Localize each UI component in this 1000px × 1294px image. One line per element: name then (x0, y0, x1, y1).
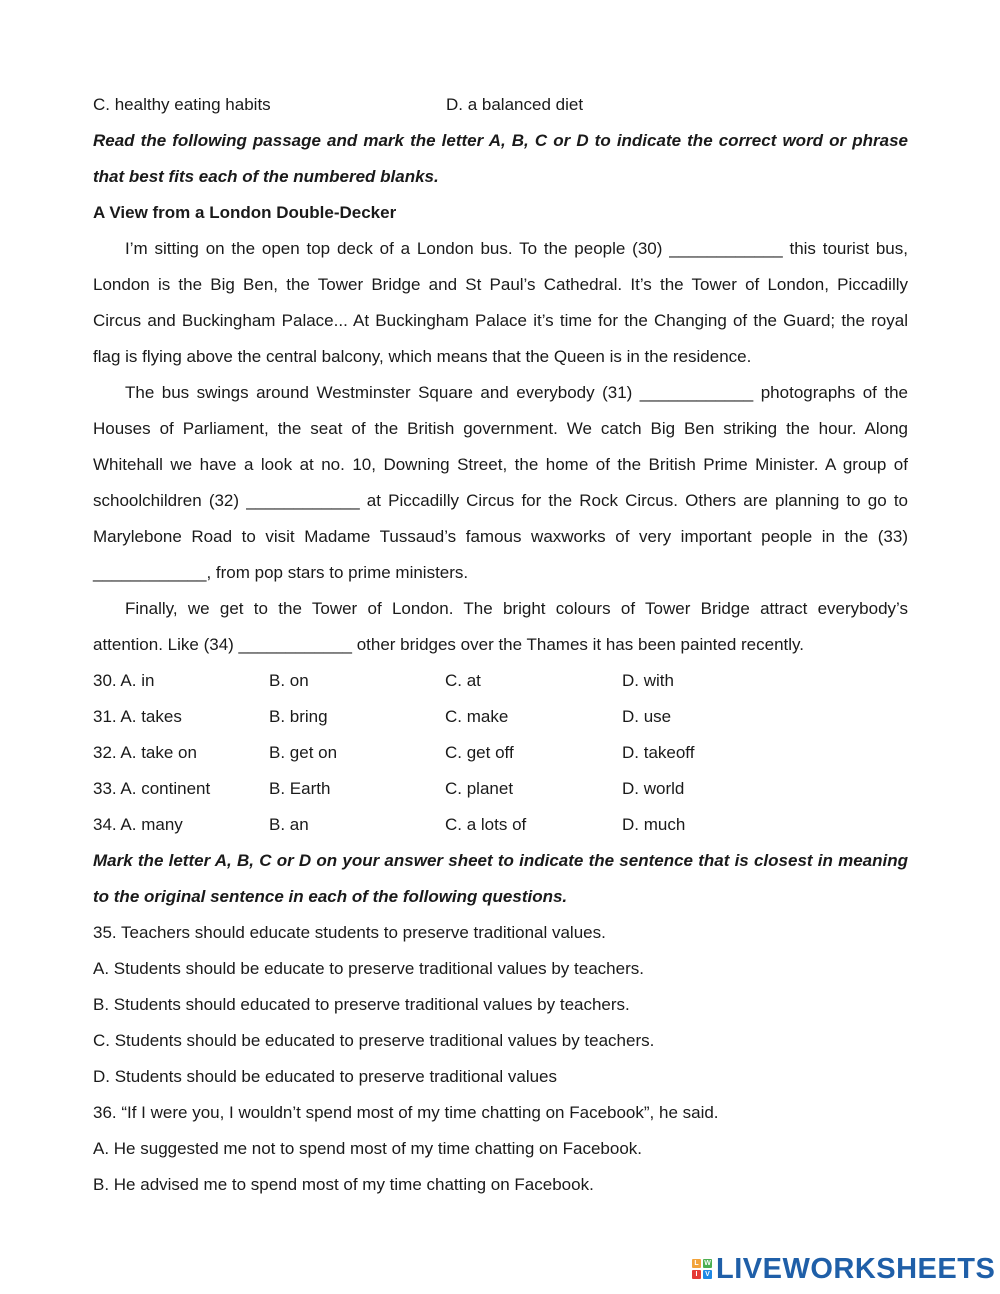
passage-line: London is the Big Ben, the Tower Bridge and St Paul’s Cathedral. It’s the Tower of London, Piccadilly (93, 275, 908, 294)
option-c: C. make (445, 707, 509, 726)
option-a: 33. A. continent (93, 779, 211, 798)
option-b: B. get on (269, 743, 338, 762)
option-d: D. with (622, 671, 674, 690)
option-b: B. an (269, 815, 309, 834)
prev-option-c: C. healthy eating habits (93, 95, 271, 114)
passage-line: The bus swings around Westminster Square and everybody (31) ____________ photographs of the (125, 383, 908, 402)
question-35-option-c: C. Students should be educated to preserve traditional values by teachers. (93, 1031, 655, 1050)
passage-line: Houses of Parliament, the seat of the British government. We catch Big Ben striking the hour. Along (93, 419, 908, 438)
option-c: C. planet (445, 779, 514, 798)
option-a: 34. A. many (93, 815, 183, 834)
option-d: D. takeoff (622, 743, 695, 762)
question-35-option-b: B. Students should educated to preserve traditional values by teachers. (93, 995, 630, 1014)
passage-line: schoolchildren (32) ____________ at Piccadilly Circus for the Rock Circus. Others are planning to go to (93, 491, 908, 510)
instruction-2-line-1: Mark the letter A, B, C or D on your answer sheet to indicate the sentence that is closest in meaning (93, 851, 908, 870)
option-a: 30. A. in (93, 671, 155, 690)
question-35-option-d: D. Students should be educated to preserve traditional values (93, 1067, 558, 1086)
prev-option-d: D. a balanced diet (446, 95, 584, 114)
question-36-stem: 36. “If I were you, I wouldn’t spend most of my time chatting on Facebook”, he said. (93, 1103, 719, 1122)
option-d: D. use (622, 707, 672, 726)
option-b: B. bring (269, 707, 328, 726)
passage-title: A View from a London Double-Decker (93, 203, 397, 222)
logo-text: LIVEWORKSHEETS (716, 1252, 996, 1285)
question-35-stem: 35. Teachers should educate students to preserve traditional values. (93, 923, 606, 942)
option-a: 31. A. takes (93, 707, 182, 726)
logo-tile: I (692, 1270, 701, 1279)
question-36-option-a: A. He suggested me not to spend most of my time chatting on Facebook. (93, 1139, 643, 1158)
option-b: B. Earth (269, 779, 331, 798)
logo-mark-icon (692, 1259, 712, 1279)
instruction-1-line-2: that best fits each of the numbered blanks. (93, 167, 439, 186)
option-d: D. much (622, 815, 686, 834)
passage-line: Circus and Buckingham Palace... At Buckingham Palace it’s time for the Changing of the Guard; the royal (93, 311, 908, 330)
passage-line: Marylebone Road to visit Madame Tussaud’s famous waxworks of very important people in the (33) (93, 527, 908, 546)
passage-line: I’m sitting on the open top deck of a London bus. To the people (30) ____________ this tourist bus, (125, 239, 908, 258)
instruction-1-line-1: Read the following passage and mark the letter A, B, C or D to indicate the correct word or phrase (93, 131, 908, 150)
passage-line: ____________, from pop stars to prime ministers. (93, 563, 469, 582)
option-c: C. get off (445, 743, 514, 762)
option-a: 32. A. take on (93, 743, 197, 762)
logo-tile: V (703, 1270, 712, 1279)
option-c: C. a lots of (445, 815, 527, 834)
passage-line: Whitehall we have a look at no. 10, Downing Street, the home of the British Prime Minister. A group of (93, 455, 908, 474)
passage-line: attention. Like (34) ____________ other bridges over the Thames it has been painted recently. (93, 635, 805, 654)
instruction-2-line-2: to the original sentence in each of the following questions. (93, 887, 568, 906)
liveworksheets-logo (692, 1253, 995, 1285)
question-35-option-a: A. Students should be educate to preserve traditional values by teachers. (93, 959, 644, 978)
option-c: C. at (445, 671, 481, 690)
logo-tile: L (692, 1259, 701, 1268)
option-d: D. world (622, 779, 685, 798)
passage-line: Finally, we get to the Tower of London. The bright colours of Tower Bridge attract everybody’s (125, 599, 908, 618)
logo-tile: W (704, 1260, 711, 1267)
question-36-option-b: B. He advised me to spend most of my time chatting on Facebook. (93, 1175, 594, 1194)
passage-line: flag is flying above the central balcony, which means that the Queen is in the residence. (93, 347, 752, 366)
option-b: B. on (269, 671, 309, 690)
